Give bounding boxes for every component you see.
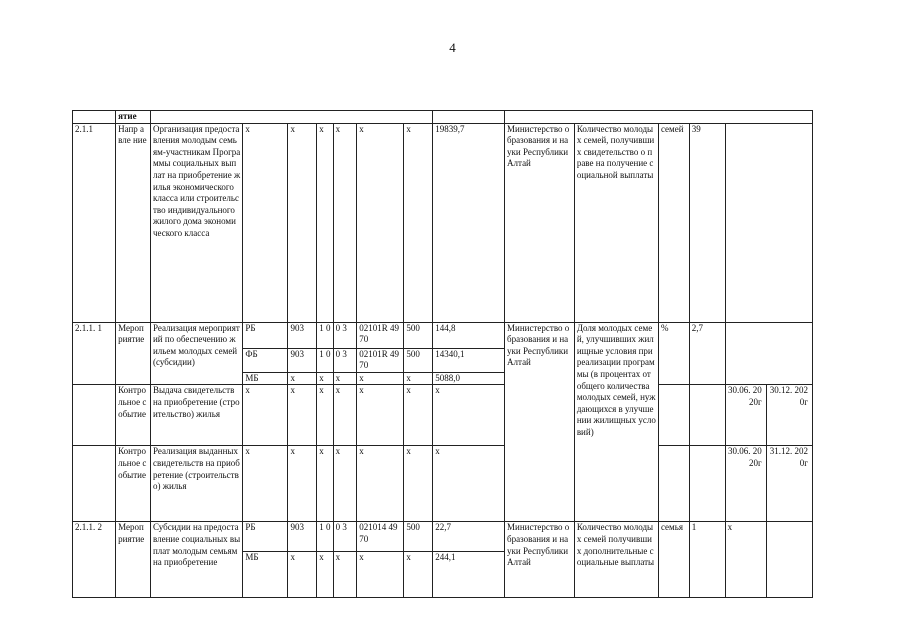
cell: х	[404, 446, 433, 522]
executor-cell: Министерство образования и науки Республики Алтай	[505, 123, 575, 322]
cell: 0 3	[333, 522, 357, 552]
unit-cell: семья	[658, 522, 689, 598]
row-name: Субсидии на предоставление социальных выплат молодым семьям на приобретение	[150, 522, 242, 598]
cell: х	[317, 552, 333, 598]
executor-cell: Министерство образования и науки Республики Алтай	[505, 322, 575, 522]
start-date: 30.06. 2020г	[725, 446, 766, 522]
cell	[689, 446, 725, 522]
row-name: Реализация выданных свидетельств на приобретение (строительство) жилья	[150, 446, 242, 522]
row-type: Мероприятие	[116, 522, 151, 598]
row-number: 2.1.1. 2	[73, 522, 116, 598]
row-type: Контрольное событие	[116, 385, 151, 446]
row-type: Мероприятие	[116, 322, 151, 385]
cell	[73, 446, 116, 522]
table-row	[73, 446, 813, 522]
amount-cell: 14340,1	[433, 348, 505, 372]
cell: х	[357, 123, 404, 322]
cell	[766, 522, 812, 598]
indicator-cell: Доля молодых семей, улучшивших жилищные условия при реализации программы (в процентах от общего количества молодых семей, нуждающихся в улучшении жилищных условий)	[574, 322, 658, 522]
cell: х	[333, 552, 357, 598]
cell	[150, 111, 432, 124]
cell: х	[357, 446, 404, 522]
cell: 903	[288, 522, 317, 552]
row-name: Выдача свидетельств на приобретение (строительство) жилья	[150, 385, 242, 446]
cell: ятие	[116, 111, 151, 124]
cell: х	[288, 372, 317, 385]
row-type: Напр авле ние	[116, 123, 151, 322]
cell: х	[317, 372, 333, 385]
table-row	[73, 385, 813, 446]
cell: х	[357, 385, 404, 446]
row-name: Организация предоставления молодым семьям-участникам Программы социальных выплат на приобретение жилья экономического класса или строительство индивидуального жилого дома экономического класса	[150, 123, 242, 322]
cell: х	[433, 446, 505, 522]
indicator-cell: Количество молодых семей получивших дополнительные социальные выплаты	[574, 522, 658, 598]
amount-cell: 244,1	[433, 552, 505, 598]
cell: х	[404, 385, 433, 446]
row-type: Контрольное событие	[116, 446, 151, 522]
table-row	[73, 123, 813, 322]
cell: х	[317, 446, 333, 522]
cell: 903	[288, 322, 317, 348]
unit-cell: %	[658, 322, 689, 385]
cell: 500	[404, 322, 433, 348]
cell: 021014 4970	[357, 522, 404, 552]
cell: х	[357, 372, 404, 385]
cell: 903	[288, 348, 317, 372]
cell	[433, 111, 505, 124]
cell	[725, 123, 812, 322]
cell: 0 3	[333, 348, 357, 372]
page-number: 4	[449, 40, 456, 55]
cell	[73, 111, 116, 124]
value-cell: 2,7	[689, 322, 725, 385]
cell: 1 0	[317, 322, 333, 348]
amount-cell: 5088,0	[433, 372, 505, 385]
cell: х	[243, 385, 288, 446]
cell: х	[404, 552, 433, 598]
cell: х	[243, 446, 288, 522]
cell: МБ	[243, 552, 288, 598]
cell: х	[404, 372, 433, 385]
cell	[658, 385, 689, 446]
value-cell: 1	[689, 522, 725, 598]
amount-cell: 19839,7	[433, 123, 505, 322]
cell: 500	[404, 522, 433, 552]
cell: х	[333, 446, 357, 522]
cell: 02101R 4970	[357, 348, 404, 372]
cell: х	[243, 123, 288, 322]
cell: х	[288, 446, 317, 522]
cell: х	[317, 123, 333, 322]
cell: х	[317, 385, 333, 446]
cell: РБ	[243, 322, 288, 348]
cell: х	[357, 552, 404, 598]
cell	[73, 385, 116, 446]
indicator-cell: Количество молодых семей, получивших свидетельство о праве на получение социальной выплаты	[574, 123, 658, 322]
cell	[658, 446, 689, 522]
cell: х	[288, 552, 317, 598]
table-row	[73, 111, 813, 124]
row-number: 2.1.1. 1	[73, 322, 116, 385]
table-row	[73, 522, 813, 552]
cell: МБ	[243, 372, 288, 385]
start-date: 30.06. 2020г	[725, 385, 766, 446]
amount-cell: 144,8	[433, 322, 505, 348]
value-cell: 39	[689, 123, 725, 322]
cell: 1 0	[317, 348, 333, 372]
cell: 500	[404, 348, 433, 372]
cell: х	[333, 123, 357, 322]
cell: ФБ	[243, 348, 288, 372]
row-name: Реализация мероприятий по обеспечению жильем молодых семей (субсидии)	[150, 322, 242, 385]
cell: х	[288, 123, 317, 322]
unit-cell: семей	[658, 123, 689, 322]
executor-cell: Министерство образования и науки Республики Алтай	[505, 522, 575, 598]
end-date: 31.12. 2020г	[766, 446, 812, 522]
cell	[725, 322, 812, 385]
row-number: 2.1.1	[73, 123, 116, 322]
cell: РБ	[243, 522, 288, 552]
cell: 1 0	[317, 522, 333, 552]
cell: х	[404, 123, 433, 322]
cell: х	[288, 385, 317, 446]
cell	[505, 111, 813, 124]
cell: х	[725, 522, 766, 598]
amount-cell: 22,7	[433, 522, 505, 552]
cell: х	[333, 372, 357, 385]
cell: х	[433, 385, 505, 446]
table-row	[73, 322, 813, 348]
cell: 0 3	[333, 322, 357, 348]
cell: х	[333, 385, 357, 446]
cell	[689, 385, 725, 446]
end-date: 30.12. 2020г	[766, 385, 812, 446]
program-measures-table	[72, 110, 813, 598]
cell: 02101R 4970	[357, 322, 404, 348]
